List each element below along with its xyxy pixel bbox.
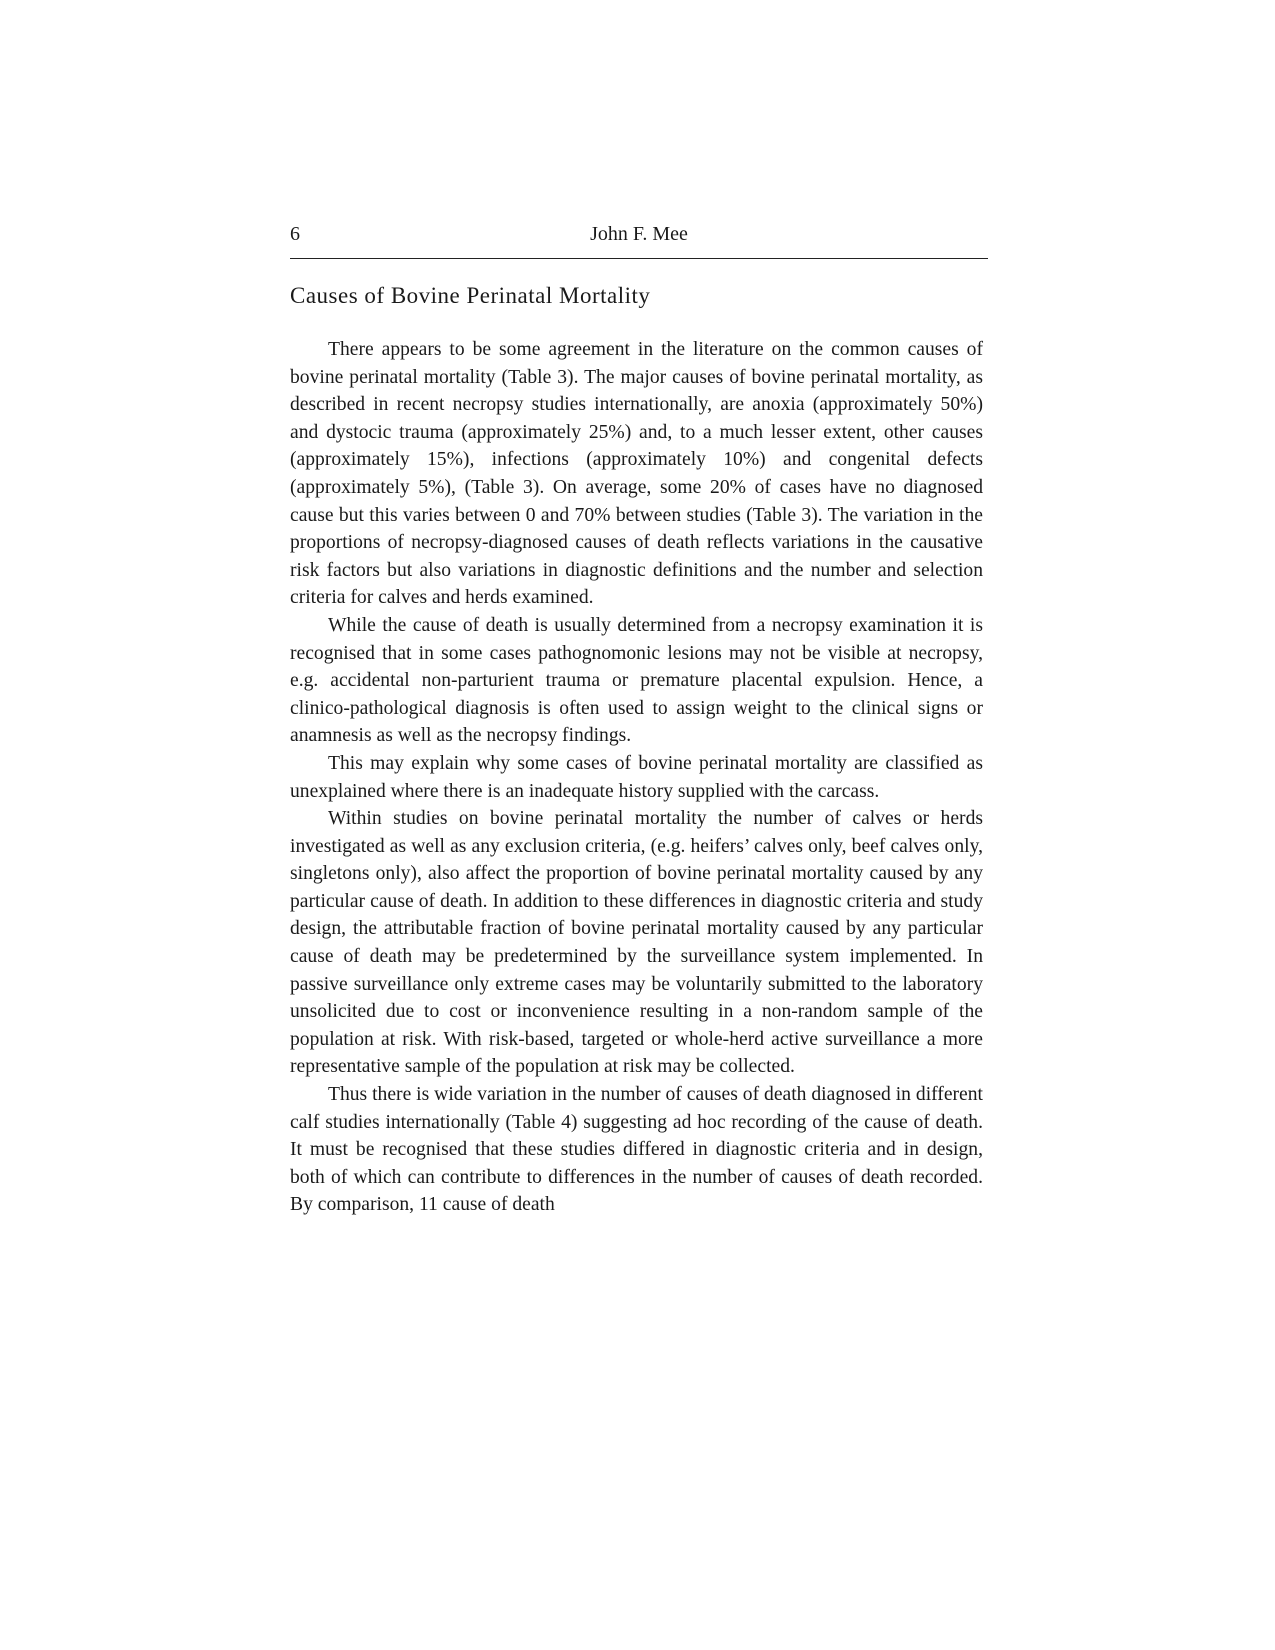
paragraph: While the cause of death is usually determined from a necropsy examination it is recognised that in some cases pathognomonic lesions may not be visible at necropsy, e.g. accidental non-parturient trauma or premature placental expulsion. Hence, a clinico-pathological diagnosis is often used to assign weight to the clinical signs or anamnesis as well as the necropsy findings. (290, 614, 983, 747)
page-header (290, 218, 988, 259)
running-head-author: John F. Mee (590, 223, 688, 245)
paragraph: This may explain why some cases of bovine perinatal mortality are classified as unexplained where there is an inadequate history supplied with the carcass. (290, 752, 983, 802)
paragraph: Within studies on bovine perinatal mortality the number of calves or herds investigated as well as any exclusion criteria, (e.g. heifers’ calves only, beef calves only, singletons only), also affect the proportion of bovine perinatal mortality caused by any particular cause of death. In addition to these differences in diagnostic criteria and study design, the attributable fraction of bovine perinatal mortality caused by any particular cause of death may be predetermined by the surveillance system implemented. In passive surveillance only extreme cases may be voluntarily submitted to the laboratory unsolicited due to cost or inconvenience resulting in a non-random sample of the population at risk. With risk-based, targeted or whole-herd active surveillance a more representative sample of the population at risk may be collected. (290, 808, 983, 1078)
paragraph: There appears to be some agreement in the literature on the common causes of bovine perinatal mortality (Table 3). The major causes of bovine perinatal mortality, as described in recent necropsy studies internationally, are anoxia (approximately 50%) and dystocic trauma (approximately 25%) and, to a much lesser extent, other causes (approximately 15%), infections (approximately 10%) and congenital defects (approximately 5%), (Table 3). On average, some 20% of cases have no diagnosed cause but this varies between 0 and 70% between studies (Table 3). The variation in the proportions of necropsy-diagnosed causes of death reflects variations in the causative risk factors but also variations in diagnostic definitions and the number and selection criteria for calves and herds examined. (290, 339, 983, 609)
section-heading: Causes of Bovine Perinatal Mortality (290, 283, 651, 308)
page-number: 6 (290, 223, 300, 245)
body-text (290, 336, 983, 1219)
paragraph: Thus there is wide variation in the number of causes of death diagnosed in different calf studies internationally (Table 4) suggesting ad hoc recording of the cause of death. It must be recognised that these studies differed in diagnostic criteria and in design, both of which can contribute to differences in the number of causes of death recorded. By comparison, 11 cause of death (290, 1084, 983, 1216)
